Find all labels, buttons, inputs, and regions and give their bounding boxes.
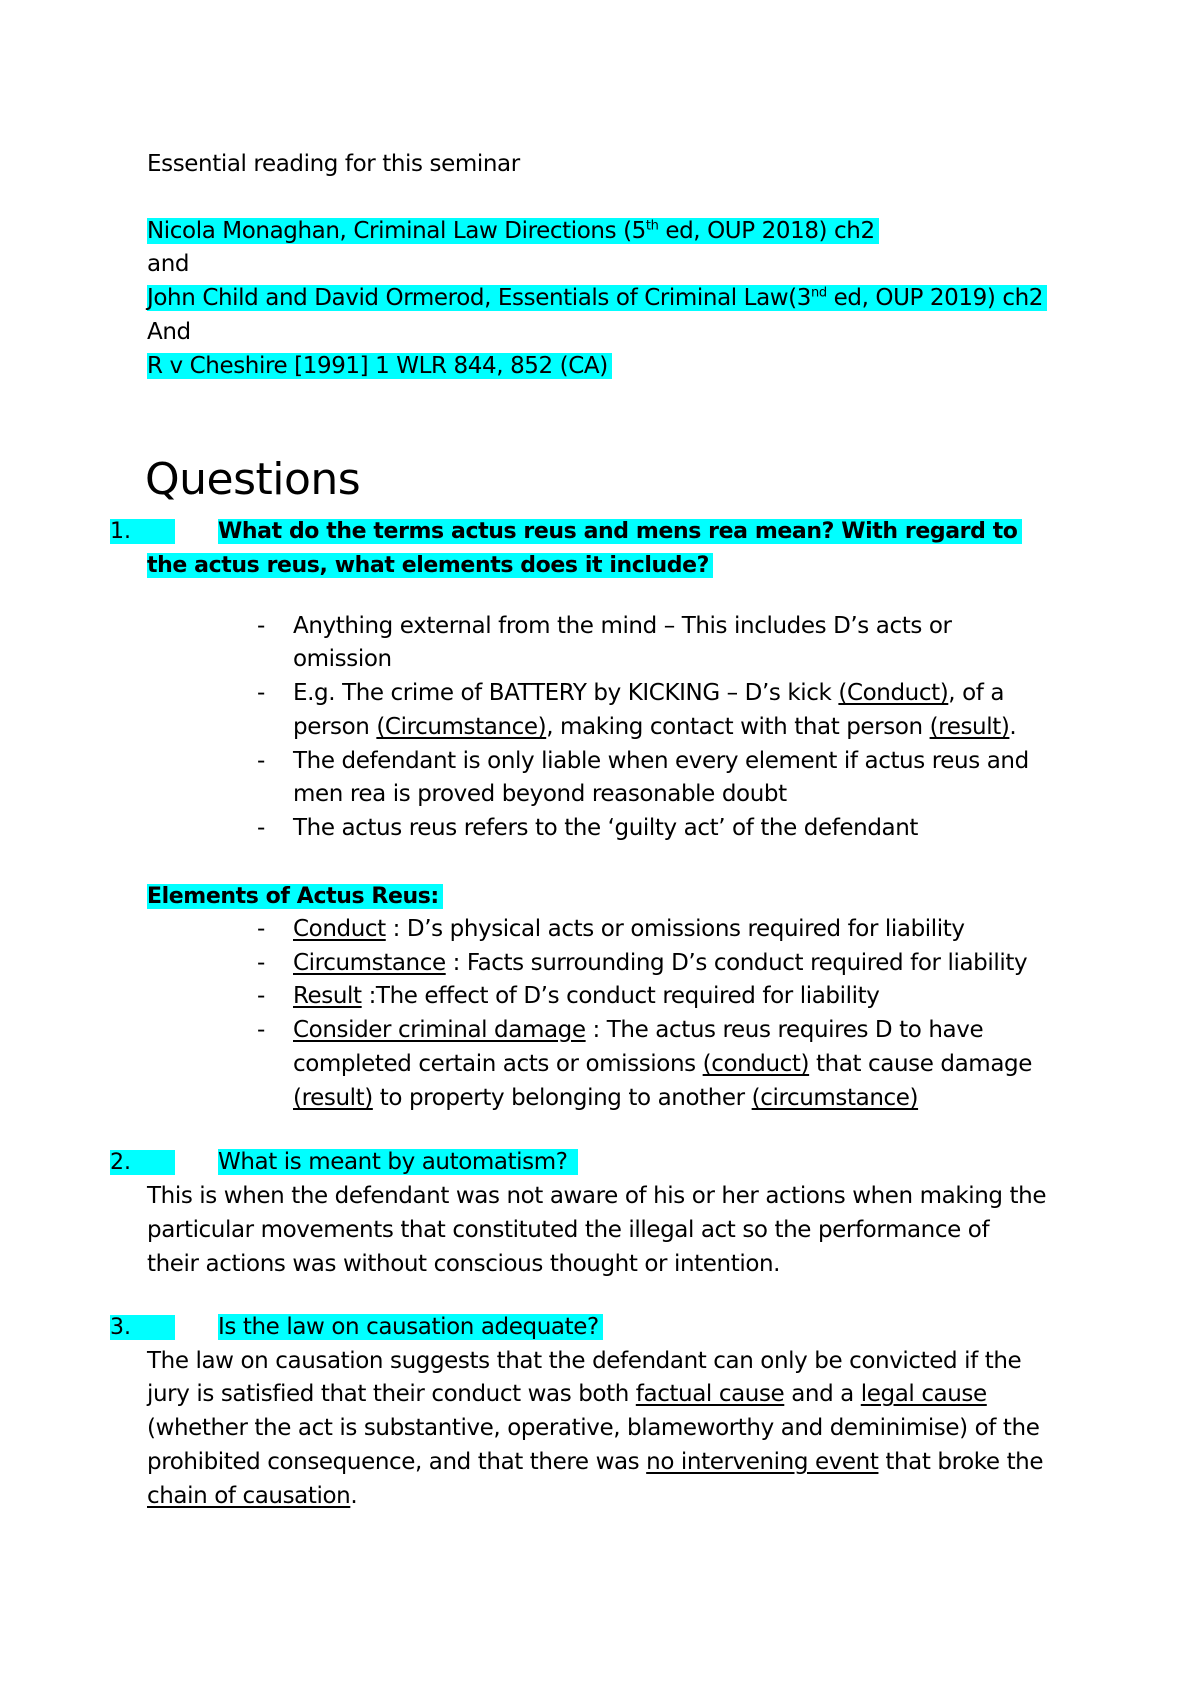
bullet-dash: - — [257, 916, 266, 942]
bullet-dash: - — [257, 748, 266, 774]
answer-3-line-2: jury is satisfied that their conduct was both factual cause and a legal cause — [147, 1381, 987, 1407]
bullet-dash: - — [257, 1017, 266, 1043]
elements-heading: Elements of Actus Reus: — [147, 880, 443, 913]
answer-2-line-1: This is when the defendant was not aware of his or her actions when making the — [147, 1183, 1047, 1209]
question-1-number: 1. — [110, 515, 175, 548]
question-1-line-1: What do the terms actus reus and mens rea mean? With regard to — [218, 515, 1022, 548]
element-3: Result :The effect of D’s conduct required for liability — [293, 983, 880, 1009]
answer-3-line-4: prohibited consequence, and that there was no intervening event that broke the — [147, 1449, 1044, 1475]
bullet-dash: - — [257, 613, 266, 639]
bullet-2-line-2: person (Circumstance), making contact with that person (result). — [293, 714, 1017, 740]
reading-reference-2: John Child and David Ormerod, Essentials of Criminal Law(3nd ed, OUP 2019) ch2 — [147, 282, 1047, 315]
bullet-dash: - — [257, 983, 266, 1009]
question-3-number: 3. — [110, 1311, 175, 1344]
element-2: Circumstance : Facts surrounding D’s conduct required for liability — [293, 950, 1028, 976]
question-3-text: Is the law on causation adequate? — [218, 1311, 603, 1344]
question-2-number: 2. — [110, 1146, 175, 1179]
answer-3-line-3: (whether the act is substantive, operative, blameworthy and deminimise) of the — [147, 1415, 1040, 1441]
reading-and-1: and — [147, 251, 190, 277]
answer-2-line-3: their actions was without conscious thought or intention. — [147, 1251, 781, 1277]
bullet-dash: - — [257, 815, 266, 841]
element-4-line-3: (result) to property belonging to another (circumstance) — [293, 1085, 919, 1111]
bullet-4-line-1: The actus reus refers to the ‘guilty act’ of the defendant — [293, 815, 919, 841]
bullet-3-line-2: men rea is proved beyond reasonable doubt — [293, 781, 787, 807]
element-4-line-1: Consider criminal damage : The actus reus requires D to have — [293, 1017, 984, 1043]
bullet-dash: - — [257, 950, 266, 976]
questions-heading: Questions — [145, 454, 361, 505]
bullet-2-line-1: E.g. The crime of BATTERY by KICKING – D’s kick (Conduct), of a — [293, 680, 1005, 706]
reading-reference-3: R v Cheshire [1991] 1 WLR 844, 852 (CA) — [147, 350, 612, 383]
bullet-1-line-1: Anything external from the mind – This includes D’s acts or — [293, 613, 952, 639]
bullet-3-line-1: The defendant is only liable when every element if actus reus and — [293, 748, 1029, 774]
question-1-line-2: the actus reus, what elements does it include? — [147, 549, 713, 582]
reading-and-2: And — [147, 319, 191, 345]
element-1: Conduct : D’s physical acts or omissions required for liability — [293, 916, 965, 942]
question-2-text: What is meant by automatism? — [218, 1146, 578, 1179]
answer-2-line-2: particular movements that constituted the illegal act so the performance of — [147, 1217, 990, 1243]
element-4-line-2: completed certain acts or omissions (conduct) that cause damage — [293, 1051, 1032, 1077]
answer-3-line-5: chain of causation. — [147, 1483, 358, 1509]
answer-3-line-1: The law on causation suggests that the defendant can only be convicted if the — [147, 1348, 1022, 1374]
bullet-dash: - — [257, 680, 266, 706]
bullet-1-line-2: omission — [293, 646, 392, 672]
reading-reference-1: Nicola Monaghan, Criminal Law Directions (5th ed, OUP 2018) ch2 — [147, 215, 879, 248]
reading-title: Essential reading for this seminar — [147, 151, 520, 177]
